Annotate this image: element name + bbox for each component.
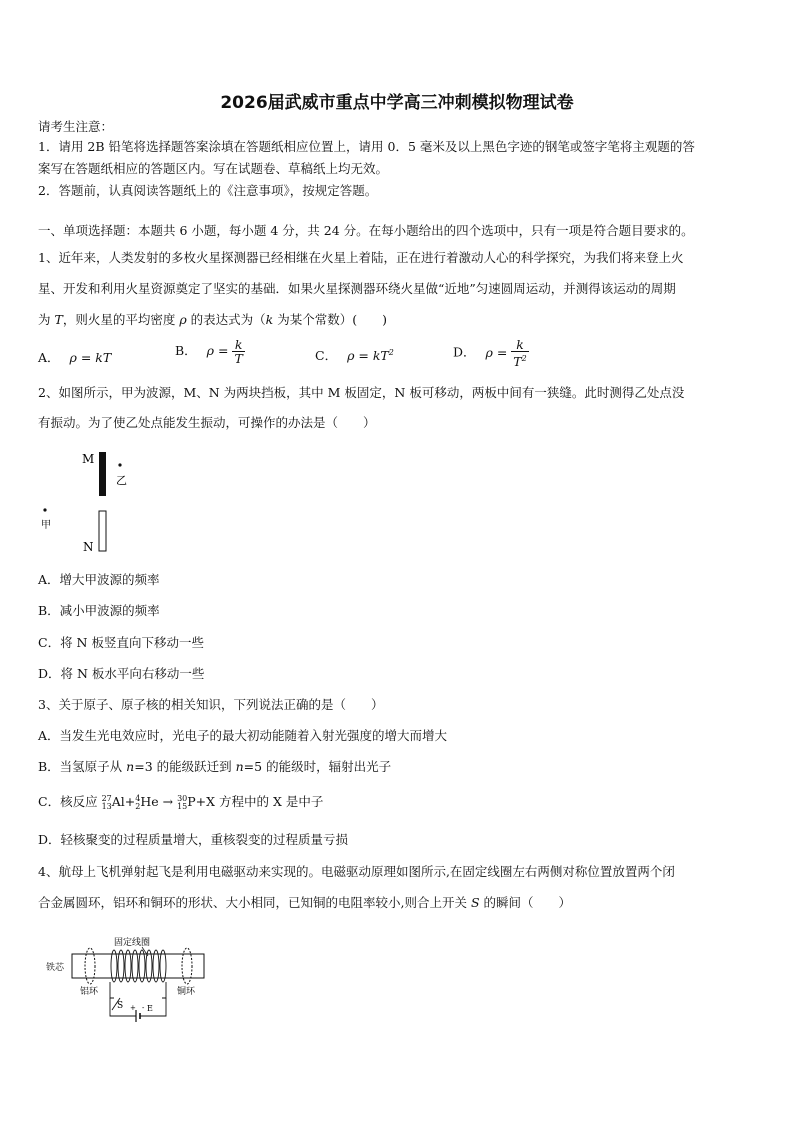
q3-option-b (38, 758, 758, 776)
q2-option-b: B．减小甲波源的频率 (38, 603, 160, 618)
coil-turn (146, 950, 152, 982)
label-switch: S (117, 1001, 124, 1011)
page-title: 2026届武威市重点中学高三冲刺模拟物理试卷 (220, 93, 574, 113)
option-label: A． (38, 350, 60, 365)
q3-stem: 3、关于原子、原子核的相关知识，下列说法正确的是（ ） (38, 697, 384, 712)
q4-text: 合金属圆环，铝环和铜环的形状、大小相同，已知铜的电阻率较小,则合上开关 (38, 895, 471, 910)
mass-number: 30 (177, 793, 188, 803)
q1-line-1: 1、近年来，人类发射的多枚火星探测器已经相继在火星上着陆，正在进行着激动人心的科学探究，为我们将来登上火 (38, 250, 684, 265)
coil-turn (125, 950, 131, 982)
nuclide-al-numbers (102, 795, 112, 811)
q3-option-d: D．轻核聚变的过程质量增大，重核裂变的过程质量亏损 (38, 832, 349, 847)
q1-line-2: 星、开发和利用火星资源奠定了坚实的基础．如果火星探测器环绕火星做“近地”匀速圆周运动，并测得该运动的周期 (38, 281, 676, 296)
label-positive: + (130, 1004, 136, 1012)
label-fixed-coil: 固定线圈 (114, 938, 151, 948)
denominator: T (234, 351, 243, 366)
nuclide-symbol: P+X (187, 794, 216, 809)
q2-line-2: 有振动。为了使乙处点能发生振动，可操作的办法是（ ） (38, 415, 376, 430)
reaction-arrow: → (158, 794, 178, 809)
atomic-number: 13 (101, 801, 112, 811)
exponent: 2 (388, 347, 394, 357)
numerator: k (232, 338, 244, 352)
q1-text: 为某个常数）( ) (273, 312, 387, 327)
atomic-number: 2 (135, 801, 141, 811)
board-n (99, 511, 106, 551)
label-yi: 乙 (116, 474, 127, 487)
notice-item-1b: 案写在答题纸相应的答题区内。写在试题卷、草稿纸上均无效。 (38, 161, 389, 176)
q2-option-c: C．将 N 板竖直向下移动一些 (38, 635, 204, 650)
q1-text: ，则火星的平均密度 (62, 312, 180, 327)
atomic-number: 15 (177, 801, 188, 811)
option-label: B． (175, 343, 197, 358)
q4-line-1: 4、航母上飞机弹射起飞是利用电磁驱动来实现的。电磁驱动原理如图所示,在固定线圈左右两侧对称位置放置两个闭 (38, 864, 675, 879)
coil-turn (153, 950, 159, 982)
board-m (99, 452, 106, 496)
label-jia: 甲 (41, 520, 51, 531)
notice-heading: 请考生注意： (38, 119, 114, 134)
q1-option-c (315, 346, 394, 364)
q3-text: 方程中的 X 是中子 (215, 794, 324, 809)
coil-turn (132, 950, 138, 982)
q1-option-a (38, 348, 111, 366)
q2-option-d: D．将 N 板水平向右移动一些 (38, 666, 205, 681)
nuclide-p-numbers (177, 795, 187, 811)
numerator: k (511, 338, 528, 352)
wire (110, 982, 114, 998)
q3-option-c (38, 793, 758, 811)
q3-option-a: A．当发生光电效应时，光电子的最大初动能随着入射光强度的增大而增大 (38, 728, 448, 743)
label-negative: - (142, 1004, 145, 1012)
notice-item-1a: 1．请用 2B 铅笔将选择题答案涂填在答题纸相应位置上，请用 0．5 毫米及以上黑色字迹的钢笔或签字笔将主观题的答 (38, 139, 695, 154)
q1-var-t: T (54, 312, 63, 327)
label-aluminum-ring: 铝环 (80, 987, 99, 997)
denominator (511, 352, 528, 368)
switch-symbol: S (470, 895, 480, 910)
q3-text: =3 的能级跃迁到 (134, 759, 236, 774)
notice-item-2: 2．答题前，认真阅读答题纸上的《注意事项》，按规定答题。 (38, 183, 378, 198)
quantum-number: n (235, 759, 244, 774)
option-formula: ρ = kT (347, 348, 389, 363)
label-copper-ring: 铜环 (177, 987, 196, 997)
option-formula: ρ = (206, 343, 233, 358)
q2-figure (36, 446, 146, 556)
q4-line-2 (38, 894, 758, 912)
fraction (232, 338, 244, 365)
mass-number: 27 (101, 793, 112, 803)
coil-turn (139, 950, 145, 982)
q1-text: 为 (38, 312, 55, 327)
q4-text: 的瞬间（ ） (479, 895, 572, 910)
nuclide-symbol: He (140, 794, 159, 809)
coil-turn (118, 950, 124, 982)
q1-option-d (453, 338, 529, 368)
q1-line-3 (38, 311, 758, 329)
mass-number: 4 (135, 793, 141, 803)
option-formula: ρ = (485, 344, 512, 360)
q1-text: 的表达式为（ (186, 312, 266, 327)
coil-turn (111, 950, 117, 982)
exponent: 2 (521, 354, 527, 363)
section-heading: 一、单项选择题：本题共 6 小题，每小题 4 分，共 24 分。在每小题给出的四个选项中，只有一项是符合题目要求的。 (38, 223, 694, 238)
q3-text: C．核反应 (38, 794, 98, 809)
option-label: D． (453, 344, 476, 360)
option-label: C． (315, 348, 338, 363)
q4-circuit-figure (44, 934, 214, 1026)
q2-line-1: 2、如图所示，甲为波源，M、N 为两块挡板，其中 M 板固定，N 板可移动，两板中间有一狭缝。此时测得乙处点没 (38, 385, 685, 400)
q3-text: =5 的能级时，辐射出光子 (243, 759, 392, 774)
q1-var-rho: ρ (179, 312, 187, 327)
label-iron-core: 铁芯 (46, 963, 65, 973)
denominator-base: T (513, 354, 522, 370)
label-n: N (83, 540, 94, 554)
point-yi (118, 463, 121, 466)
wire (162, 982, 166, 998)
label-battery: E (147, 1004, 153, 1013)
q3-text: B．当氢原子从 (38, 759, 127, 774)
fraction (511, 338, 528, 368)
q2-option-a: A．增大甲波源的频率 (38, 572, 160, 587)
q1-var-k: k (265, 312, 274, 327)
coil-turn (160, 950, 166, 982)
aluminum-ring (85, 948, 95, 984)
nuclide-symbol: Al+ (111, 794, 136, 809)
option-formula: ρ = kT (69, 350, 112, 365)
q1-option-b (175, 338, 245, 365)
point-jia (43, 508, 46, 511)
copper-ring (182, 948, 192, 984)
label-m: M (82, 452, 95, 466)
quantum-number: n (126, 759, 135, 774)
